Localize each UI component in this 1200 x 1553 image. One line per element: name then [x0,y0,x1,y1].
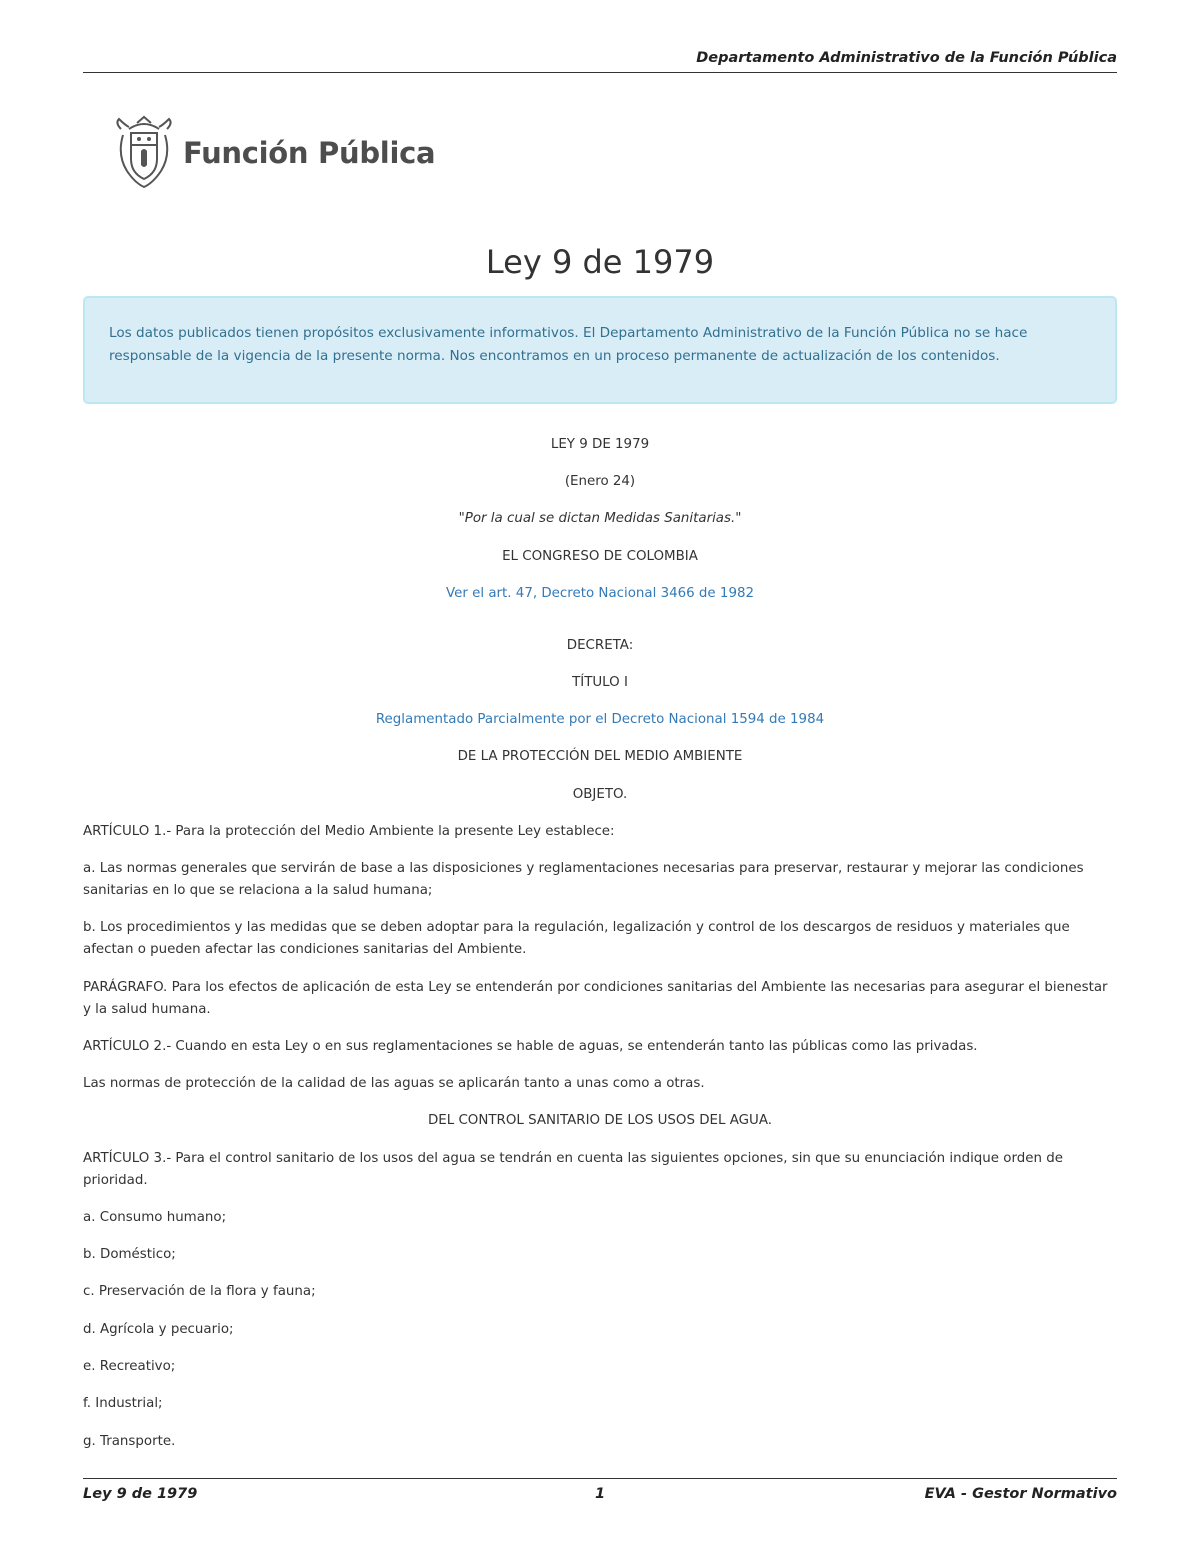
header-divider [83,72,1117,73]
article-2: ARTÍCULO 2.- Cuando en esta Ley o en sus reglamentaciones se hable de aguas, se entenderán tanto las públicas como las privadas. [83,1039,978,1054]
article-1-item-a: a. Las normas generales que servirán de base a las disposiciones y reglamentaciones necesarias para preservar, restaurar y mejorar las condiciones sanitarias en lo que se relaciona a la salud humana; [83,861,1084,898]
footer-source: EVA - Gestor Normativo [924,1486,1117,1502]
list-item: d. Agrícola y pecuario; [83,1322,234,1337]
objeto-heading: OBJETO. [572,787,628,802]
document-title: Ley 9 de 1979 [485,243,715,281]
section-heading-usos-agua: DEL CONTROL SANITARIO DE LOS USOS DEL AGUA. [427,1113,773,1128]
article-1: ARTÍCULO 1.- Para la protección del Medio Ambiente la presente Ley establece: [83,824,615,839]
list-item: g. Transporte. [83,1434,176,1449]
page-number: 1 [594,1486,606,1502]
footer-divider [83,1478,1117,1479]
header-title: Departamento Administrativo de la Función Pública [696,50,1117,66]
section-heading-medio-ambiente: DE LA PROTECCIÓN DEL MEDIO AMBIENTE [457,749,743,764]
law-subtitle: "Por la cual se dictan Medidas Sanitarias." [458,511,742,526]
law-date: (Enero 24) [564,474,636,489]
disclaimer-text: Los datos publicados tienen propósitos exclusivamente informativos. El Departamento Administrativo de la Función Pública no se hace responsable de la vigencia de la presente norma. Nos encontramos en un proceso permanente de actualización de los contenidos. [109,325,1028,364]
article-3: ARTÍCULO 3.- Para el control sanitario de los usos del agua se tendrán en cuenta las siguientes opciones, sin que su enunciación indique orden de prioridad. [83,1151,1063,1188]
titulo-label: TÍTULO I [572,675,628,690]
article-2-note: Las normas de protección de la calidad de las aguas se aplicarán tanto a unas como a otras. [83,1076,705,1091]
reference-link-decreto-1594[interactable]: Reglamentado Parcialmente por el Decreto Nacional 1594 de 1984 [375,712,825,727]
list-item: e. Recreativo; [83,1359,176,1374]
paragrafo: PARÁGRAFO. Para los efectos de aplicación de esta Ley se entenderán por condiciones sanitarias del Ambiente las necesarias para asegurar el bienestar y la salud humana. [83,980,1108,1017]
logo-text: Función Pública [183,135,436,170]
logo [111,115,435,190]
law-issuer: EL CONGRESO DE COLOMBIA [502,549,698,564]
list-item: f. Industrial; [83,1396,163,1411]
coat-of-arms-icon [111,115,177,190]
list-item: a. Consumo humano; [83,1210,227,1225]
law-heading: LEY 9 DE 1979 [550,437,650,452]
footer-document-name: Ley 9 de 1979 [83,1486,198,1502]
list-item: c. Preservación de la flora y fauna; [83,1284,316,1299]
disclaimer-notice [83,296,1117,404]
article-1-item-b: b. Los procedimientos y las medidas que se deben adoptar para la regulación, legalización y control de los descargos de residuos y materiales que afectan o pueden afectar las condiciones sanitarias del Ambiente. [83,920,1070,957]
document-page [83,0,1117,1553]
list-item: b. Doméstico; [83,1247,176,1262]
decreta-label: DECRETA: [566,638,634,653]
reference-link-decreto-3466[interactable]: Ver el art. 47, Decreto Nacional 3466 de 1982 [446,586,754,601]
